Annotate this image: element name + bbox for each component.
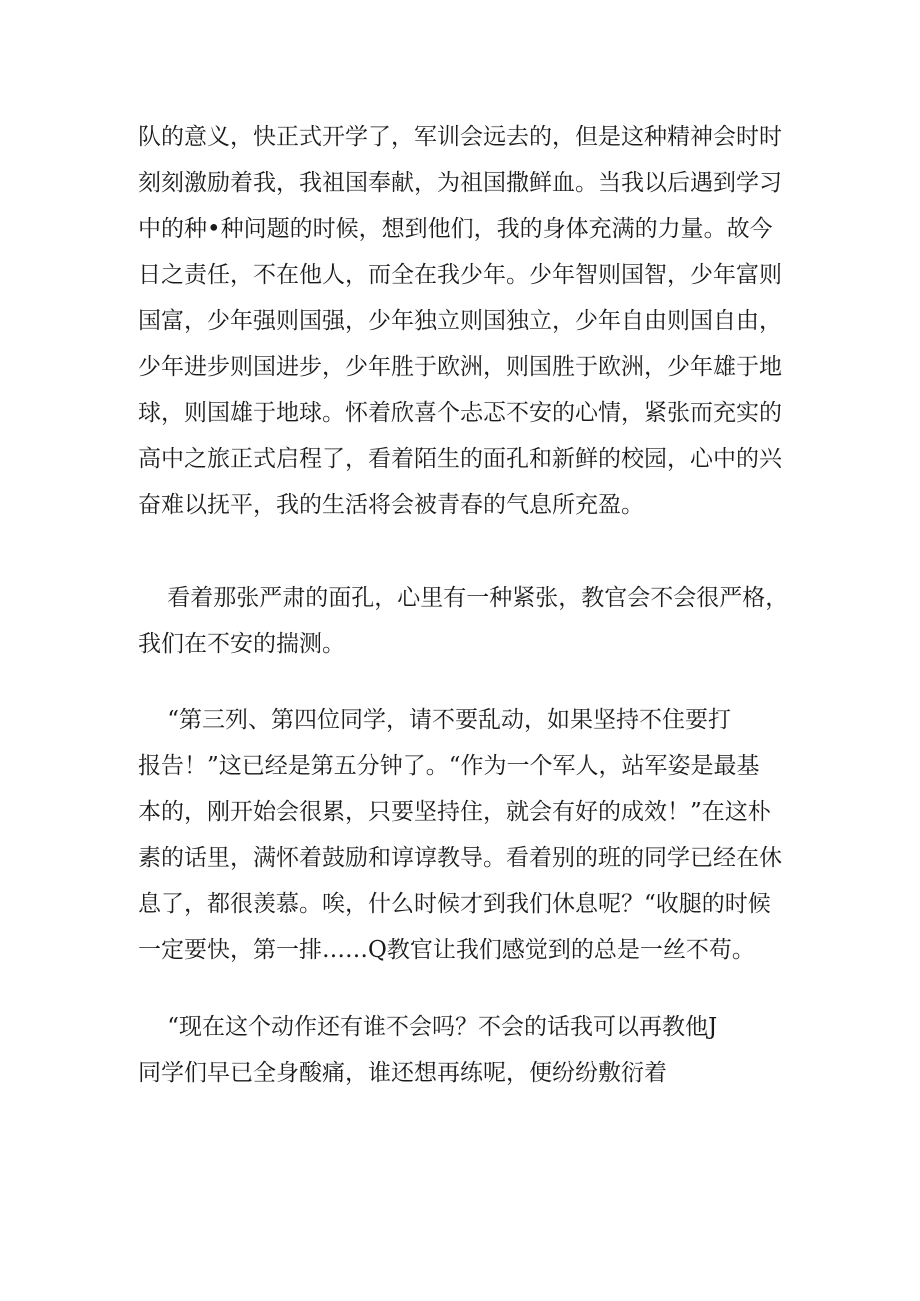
paragraph-2 [138,575,788,667]
text-line: “第三列、第四位同学，请不要乱动，如果坚持不住要打 [138,707,732,733]
text-line: 球，则国雄于地球。怀着欣喜个忐忑不安的心情，紧张而充实的 [138,400,782,426]
text-line: 刻刻激励着我，我祖国奉献，为祖国撒鲜血。当我以后遇到学习 [138,170,782,196]
paragraph-3 [138,697,788,973]
text-line: 同学们早已全身酸痛，谁还想再练呢，便纷纷敷衍着 [138,1060,667,1086]
text-line: 我们在不安的揣测。 [138,631,345,657]
text-line: 素的话里，满怀着鼓励和谆谆教导。看着别的班的同学已经在休 [138,845,782,871]
text-line: 本的，刚开始会很累，只要坚持住，就会有好的成效！”在这朴 [138,799,771,825]
text-line: 高中之旅正式启程了，看着陌生的面孔和新鲜的校园，心中的兴 [138,446,782,472]
text-line: 队的意义，快正式开学了，军训会远去的，但是这种精神会时时 [138,124,782,150]
text-line: 中的种•种问题的时候，想到他们，我的身体充满的力量。故今 [138,216,773,242]
text-line: 报告！”这已经是第五分钟了。“作为一个军人，站军姿是最基 [138,753,760,779]
text-line: “现在这个动作还有谁不会吗？不会的话我可以再教他J [138,1014,718,1040]
text-line: 少年进步则国进步，少年胜于欧洲，则国胜于欧洲，少年雄于地 [138,354,782,380]
text-line: 一定要快，第一排……Q教官让我们感觉到的总是一丝不苟。 [138,937,755,963]
paragraph-1 [138,114,788,528]
text-line: 息了，都很羡慕。唉，什么时候才到我们休息呢？“收腿的时候 [138,891,771,917]
text-line: 奋难以抚平，我的生活将会被青春的气息所充盈。 [138,492,644,518]
paragraph-4 [138,1004,788,1096]
text-line: 日之责任，不在他人，而全在我少年。少年智则国智，少年富则 [138,262,782,288]
text-line: 国富，少年强则国强，少年独立则国独立，少年自由则国自由， [138,308,782,334]
text-line: 看着那张严肃的面孔，心里有一种紧张，教官会不会很严格， [138,585,789,611]
